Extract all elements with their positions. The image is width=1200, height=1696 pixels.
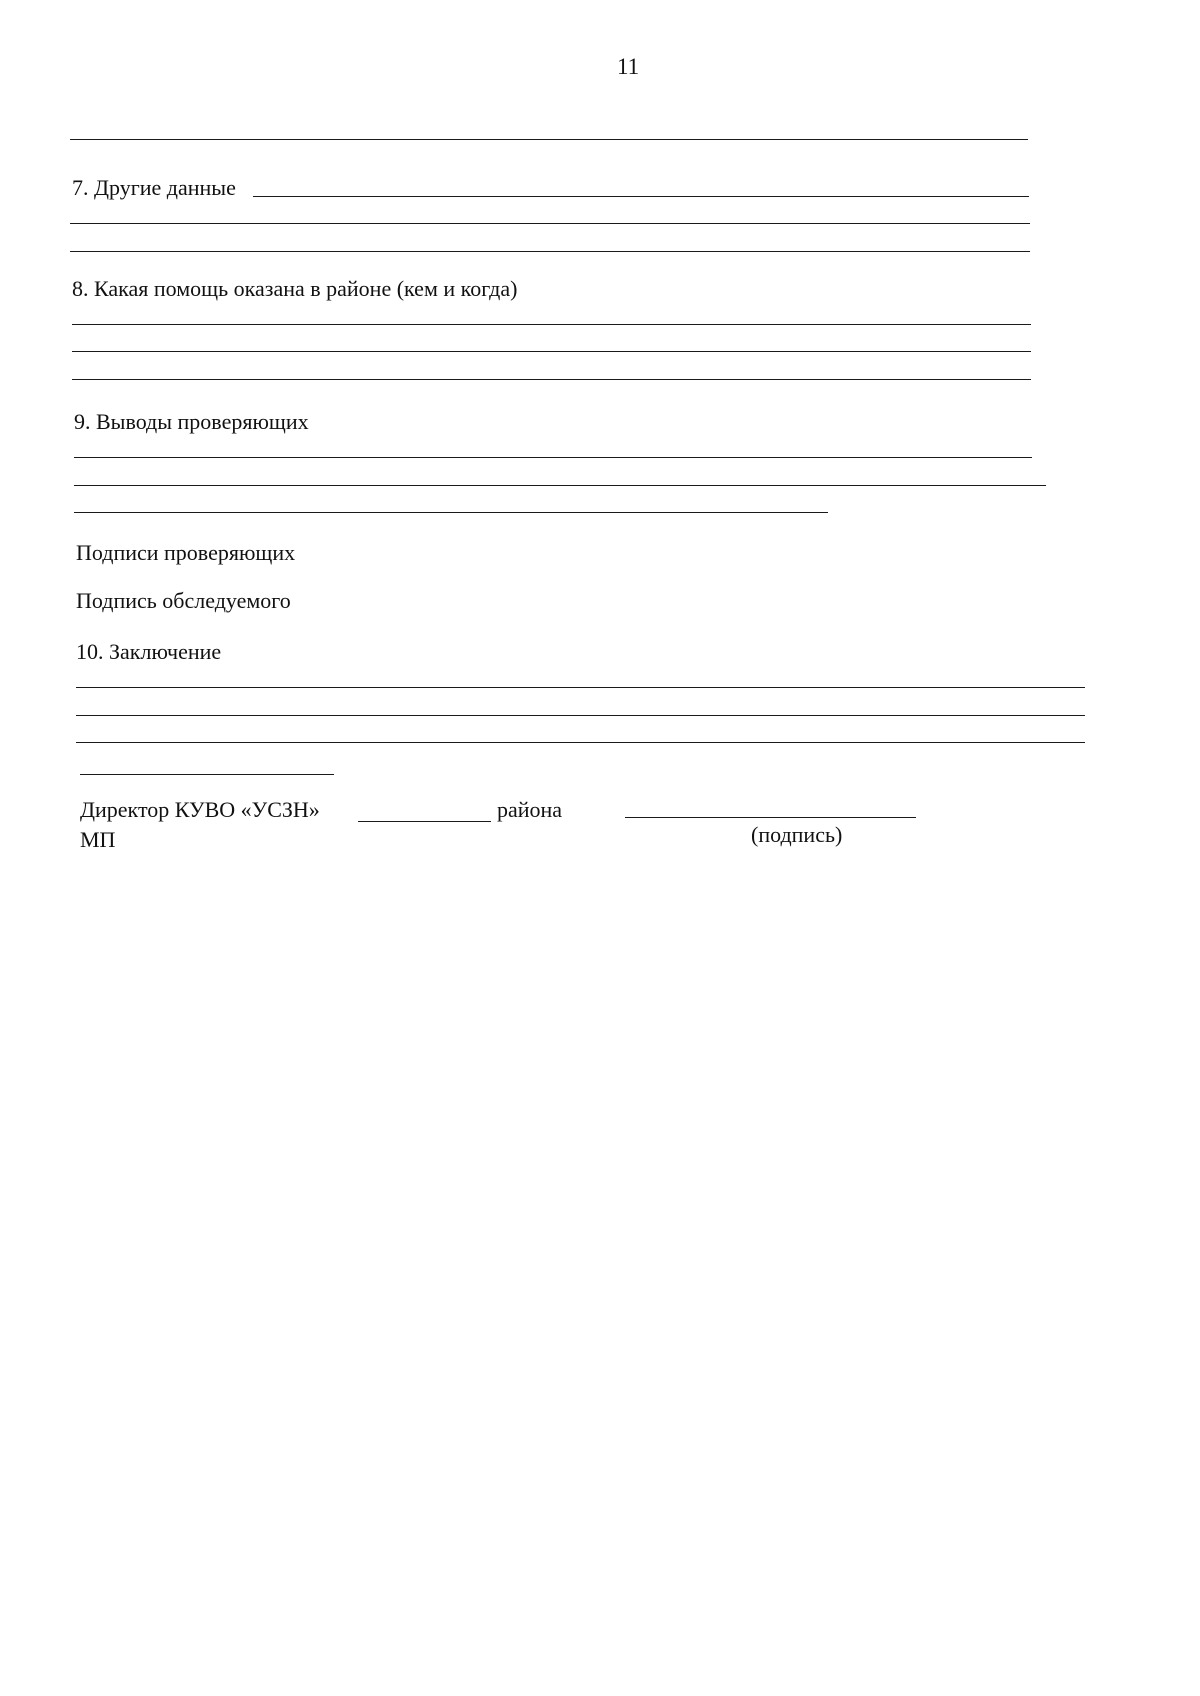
fill-line xyxy=(70,251,1030,252)
section-7-label: 7. Другие данные xyxy=(72,175,236,200)
fill-line xyxy=(70,223,1030,224)
director-district-blank xyxy=(358,821,491,822)
signature-blank xyxy=(625,817,916,818)
signature-caption: (подпись) xyxy=(751,822,843,847)
section-9-label: 9. Выводы проверяющих xyxy=(74,409,309,434)
fill-line xyxy=(253,196,1029,197)
fill-line xyxy=(74,457,1032,458)
fill-line xyxy=(80,774,334,775)
fill-line xyxy=(72,351,1031,352)
fill-line xyxy=(76,687,1085,688)
fill-line xyxy=(72,379,1031,380)
fill-line xyxy=(76,715,1085,716)
fill-line xyxy=(76,742,1085,743)
section-8-label: 8. Какая помощь оказана в районе (кем и когда) xyxy=(72,276,518,301)
stamp-label: МП xyxy=(80,827,116,852)
fill-line xyxy=(74,512,828,513)
fill-line xyxy=(70,139,1028,140)
fill-line xyxy=(74,485,1046,486)
inspectors-signatures-label: Подписи проверяющих xyxy=(76,540,296,565)
district-label: района xyxy=(497,797,563,822)
fill-line xyxy=(72,324,1031,325)
director-label: Директор КУВО «УСЗН» xyxy=(80,797,320,822)
page-number: 11 xyxy=(617,54,640,79)
section-10-label: 10. Заключение xyxy=(76,639,222,664)
examined-signature-label: Подпись обследуемого xyxy=(76,588,291,613)
